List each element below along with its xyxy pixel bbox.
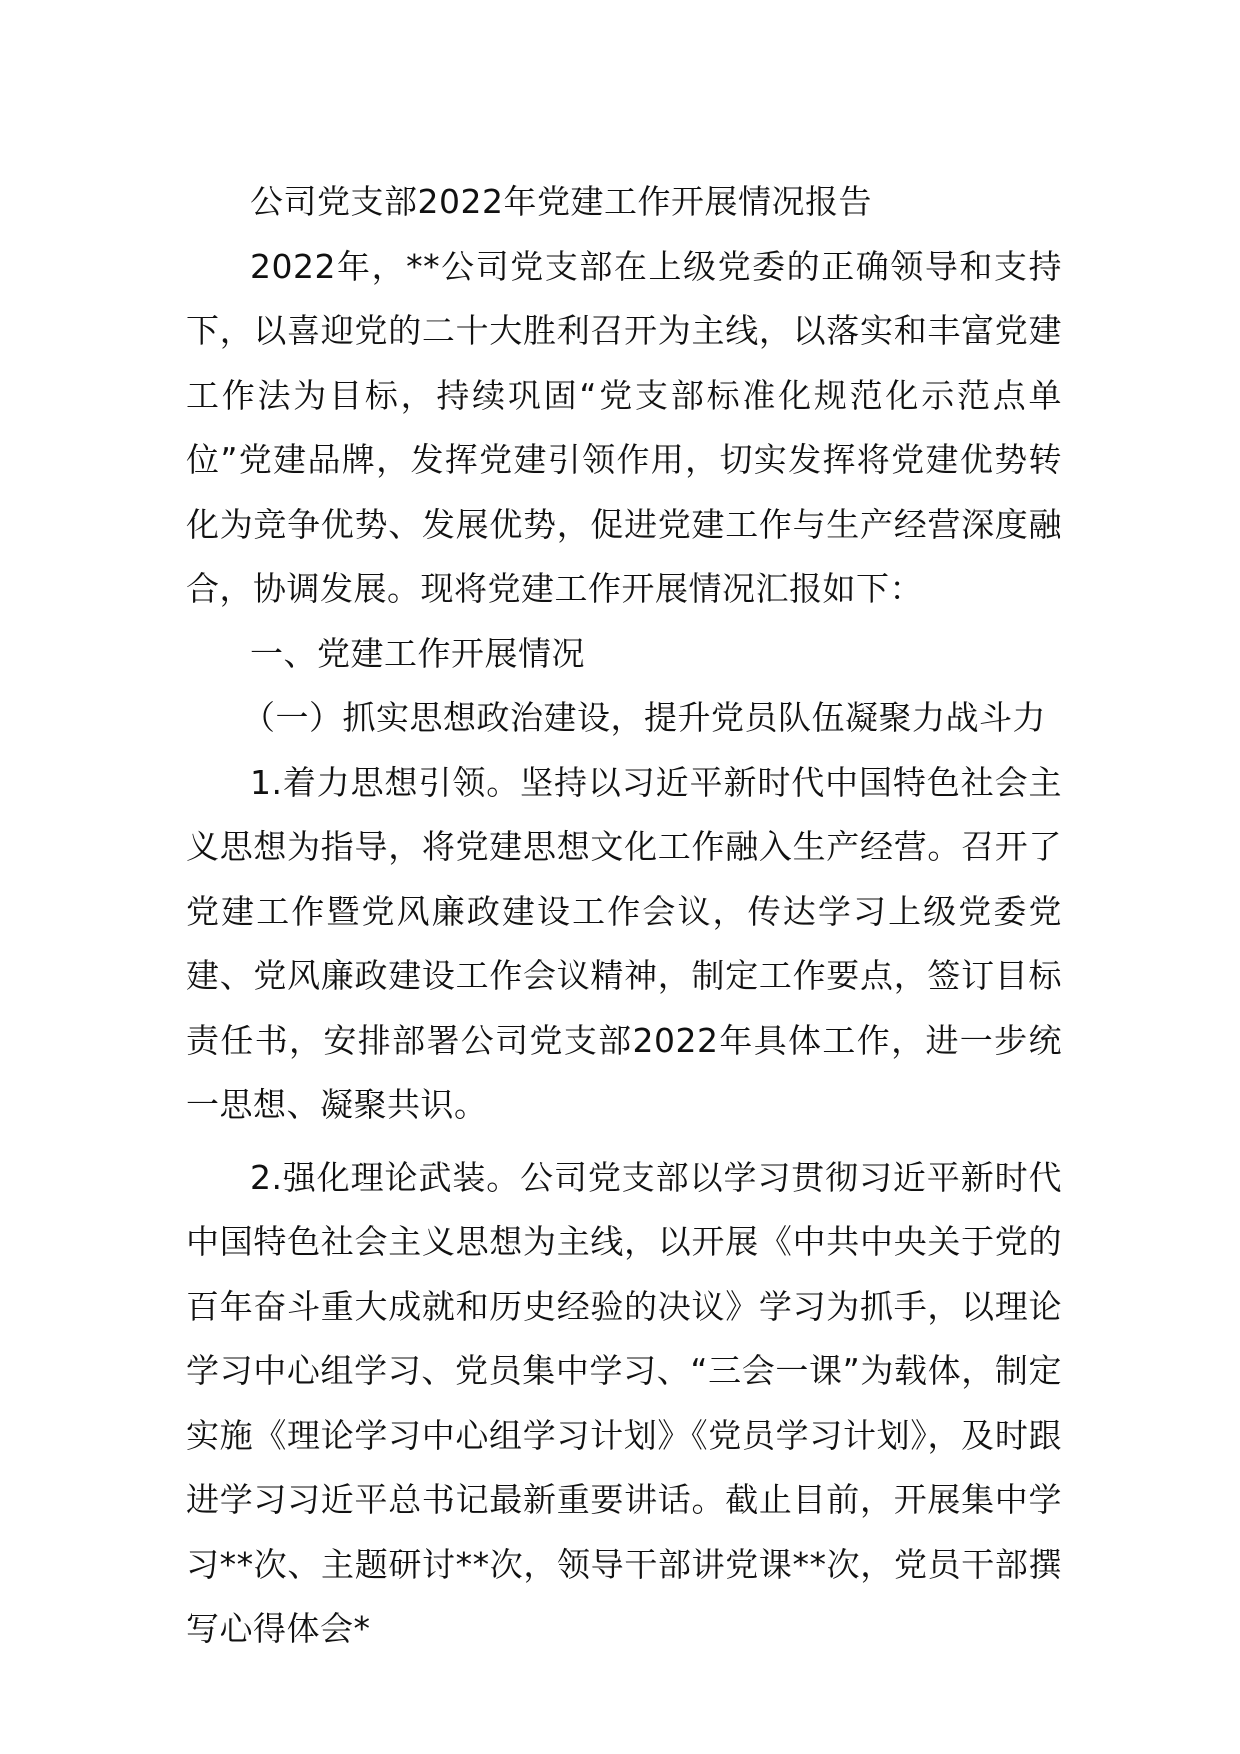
section-heading: 一、党建工作开展情况 (250, 633, 585, 673)
document-title: 公司党支部2022年党建工作开展情况报告 (250, 182, 872, 221)
document-body (186, 170, 1062, 1662)
paragraph-gap (186, 1138, 1062, 1146)
intro-paragraph: 2022年，**公司党支部在上级党委的正确领导和支持下，以喜迎党的二十大胜利召开为主线，以落实和丰富党建工作法为目标，持续巩固“党支部标准化规范化示范点单位”党建品牌，发挥党建引领作用，切实发挥将党建优势转化为竞争优势、发展优势，促进党建工作与生产经营深度融合，协调发展。现将党建工作开展情况汇报如下： (186, 246, 1062, 608)
subsection-heading: （一）抓实思想政治建设，提升党员队伍凝聚力战斗力 (242, 698, 1046, 737)
item-2-paragraph: 2.强化理论武装。公司党支部以学习贯彻习近平新时代中国特色社会主义思想为主线，以开展《中共中央关于党的百年奋斗重大成就和历史经验的决议》学习为抓手，以理论学习中心组学习、党员集中学习、“三会一课”为载体，制定实施《理论学习中心组学习计划》《党员学习计划》，及时跟进学习习近平总书记最新重要讲话。截止目前，开展集中学习**次、主题研讨**次，领导干部讲党课**次，党员干部撰写心得体会* (186, 1157, 1062, 1648)
item-1-paragraph: 1.着力思想引领。坚持以习近平新时代中国特色社会主义思想为指导，将党建思想文化工作融入生产经营。召开了党建工作暨党风廉政建设工作会议，传达学习上级党委党建、党风廉政建设工作会议精神，制定工作要点，签订目标责任书，安排部署公司党支部2022年具体工作，进一步统一思想、凝聚共识。 (186, 762, 1062, 1124)
